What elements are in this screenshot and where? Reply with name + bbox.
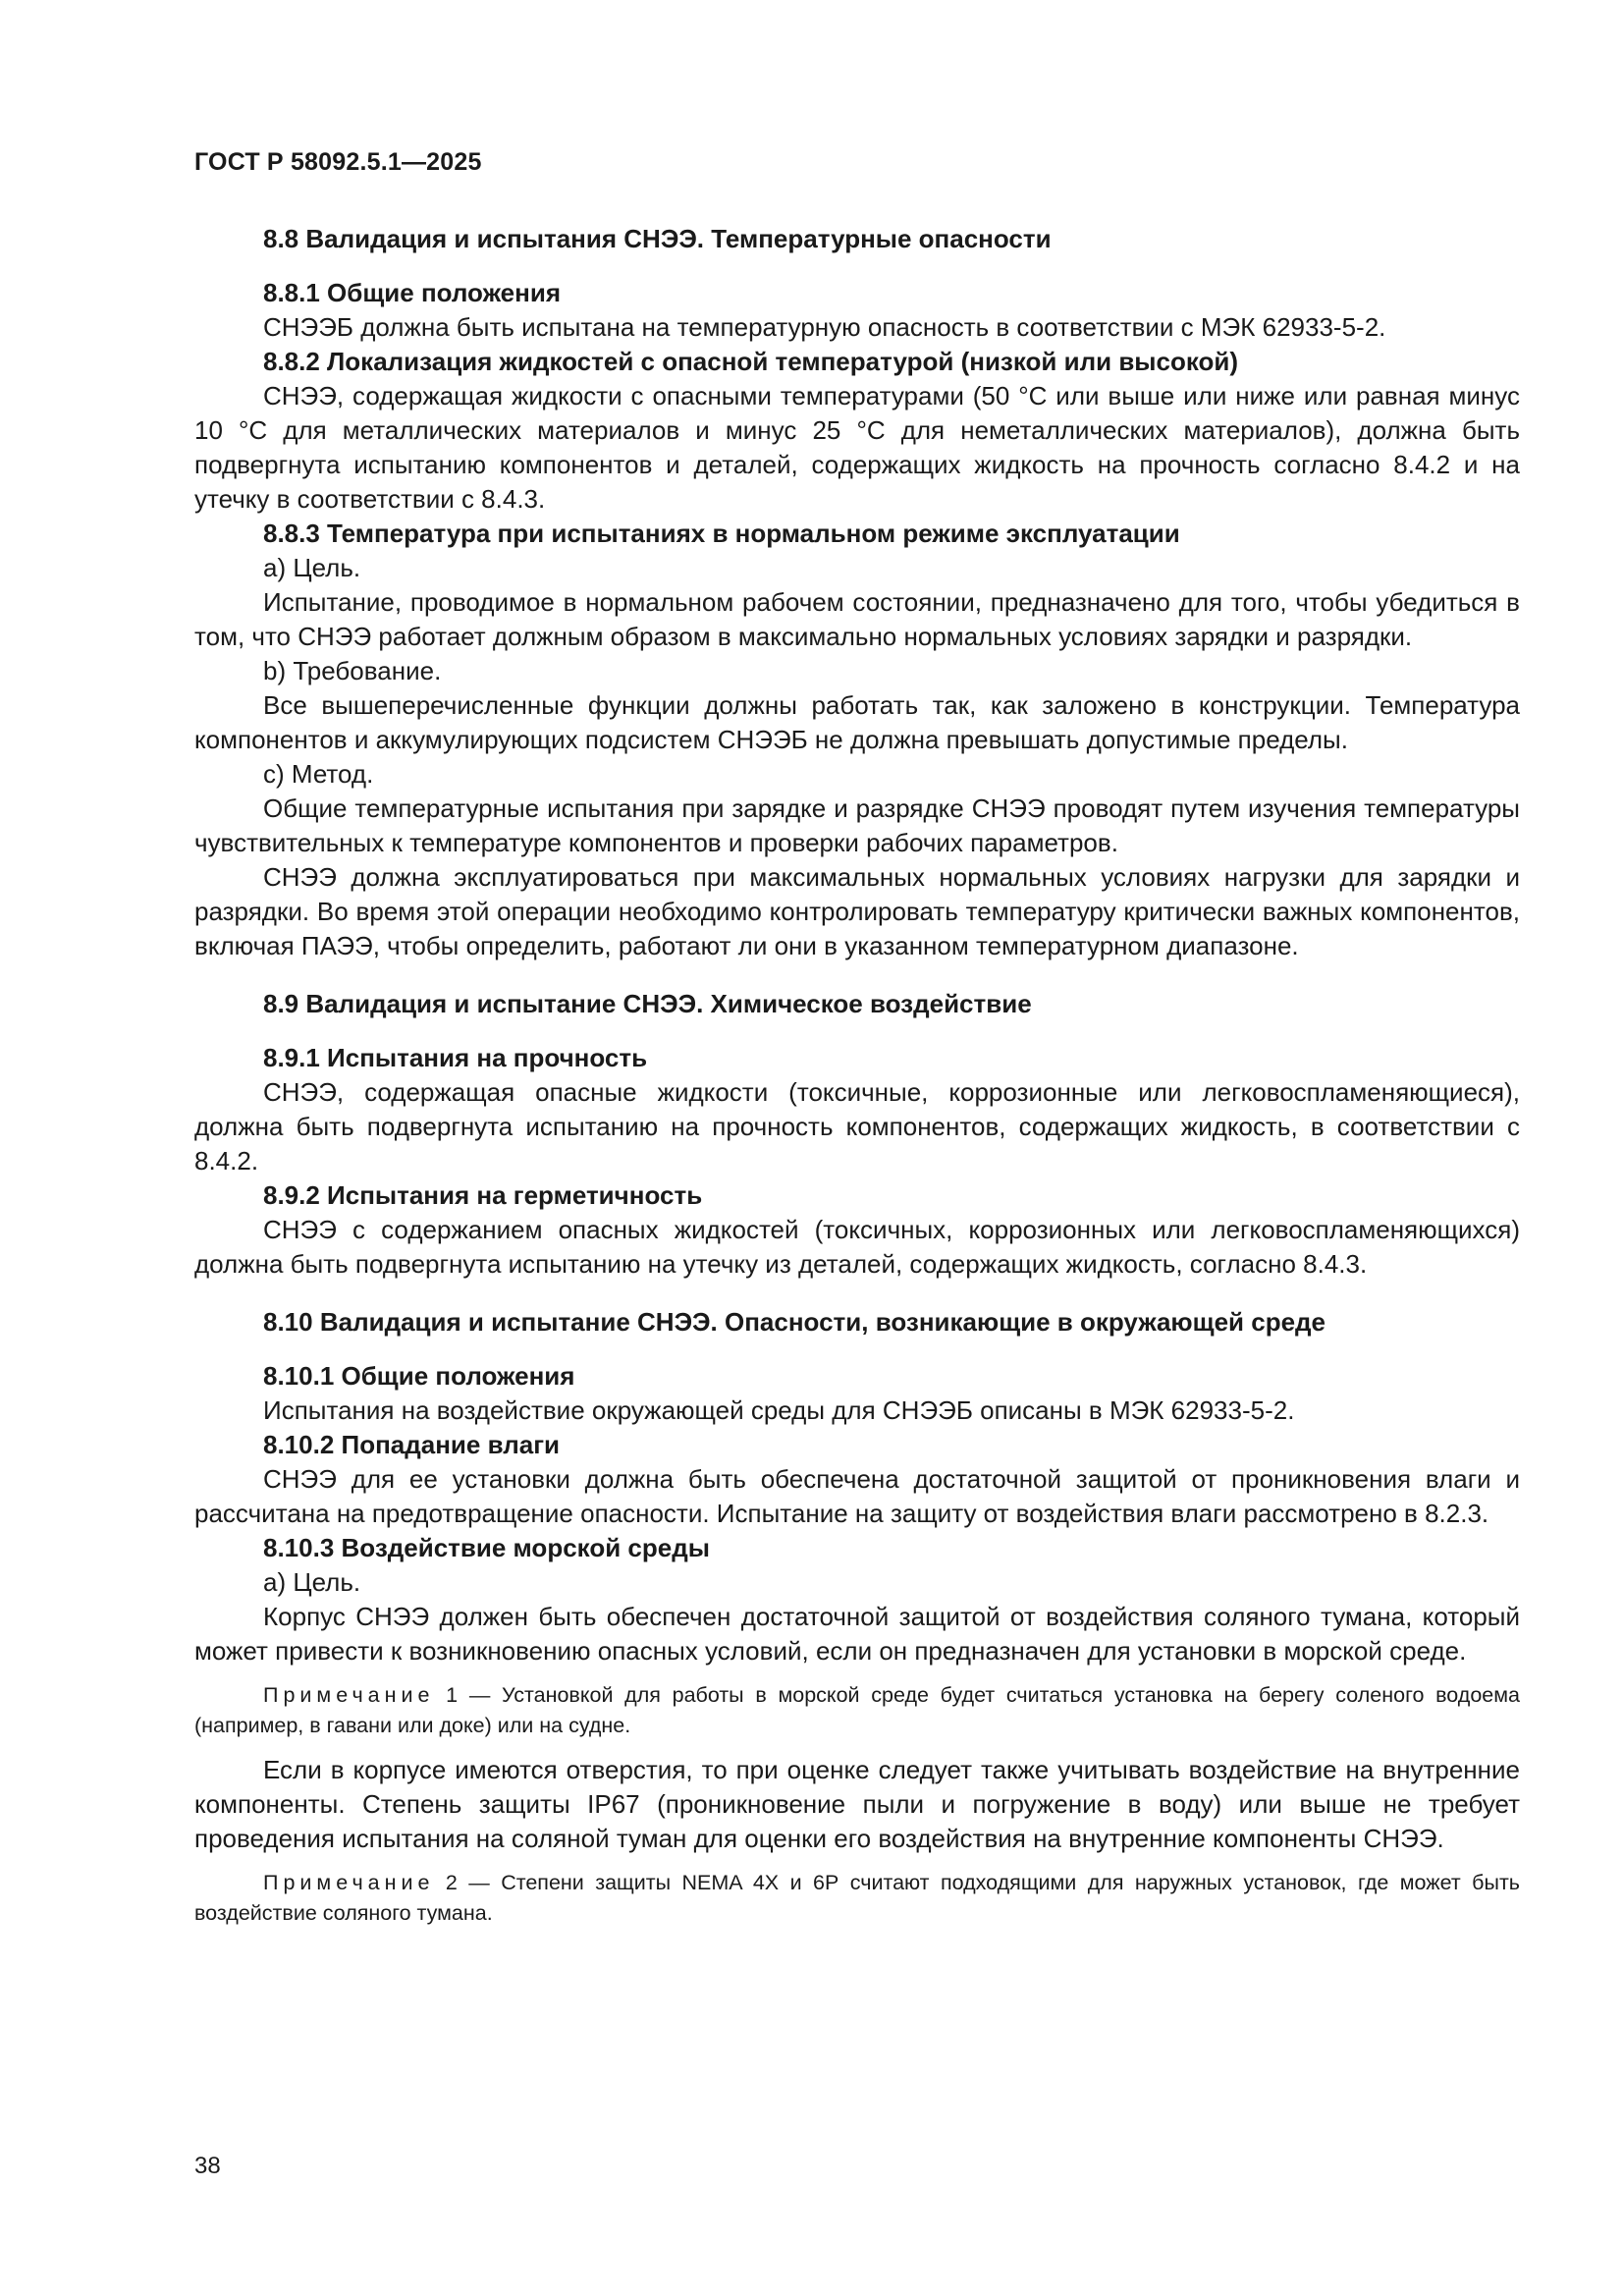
subsection-heading: 8.10.2 Попадание влаги [263,1430,561,1459]
note-text: 1 — Установкой для работы в морской среде будет считаться установка на берегу соленого водоема (например, в гавани или доке) или на судне. [194,1683,1520,1737]
paragraph: Испытания на воздействие окружающей среды для СНЭЭБ описаны в МЭК 62933-5-2. [263,1395,1295,1425]
subsection-heading: 8.10.3 Воздействие морской среды [263,1533,710,1562]
subsection-heading: 8.9.2 Испытания на герметичность [263,1180,703,1210]
paragraph: Если в корпусе имеются отверстия, то при оценке следует также учитывать воздействие на внутренние компоненты. Степень защиты IP67 (проникновение пыли и погружение в воду) или выше не требует проведения испытания на соляной туман для оценки его воздействия на внутренние компоненты СНЭЭ. [194,1755,1520,1853]
paragraph: Все вышеперечисленные функции должны работать так, как заложено в конструкции. Температура компонентов и аккумулирующих подсистем СНЭЭБ не должна превышать допустимые пределы. [194,690,1520,754]
paragraph: СНЭЭ, содержащая жидкости с опасными температурами (50 °С или выше или ниже или равная минус 10 °С для металлических материалов и минус 25 °С для неметаллических материалов), должна быть подвергнута испытанию компонентов и деталей, содержащих жидкость на прочность согласно 8.4.2 и на утечку в соответствии с 8.4.3. [194,381,1520,514]
document-body [194,222,1520,1941]
note-text: 2 — Степени защиты NEMA 4X и 6Р считают подходящими для наружных установок, где может быть воздействие соляного тумана. [194,1871,1520,1925]
paragraph: а) Цель. [263,1567,361,1597]
standard-header: ГОСТ Р 58092.5.1—2025 [194,148,482,176]
page-number: 38 [194,2153,221,2179]
section-heading: 8.9 Валидация и испытание СНЭЭ. Химическое воздействие [263,989,1032,1018]
note-label: Примечание [263,1871,435,1894]
paragraph: СНЭЭ для ее установки должна быть обеспечена достаточной защитой от проникновения влаги и рассчитана на предотвращение опасности. Испытание на защиту от воздействия влаги рассмотрено в 8.2.3. [194,1464,1520,1528]
note-label: Примечание [263,1683,435,1707]
subsection-heading: 8.8.1 Общие положения [263,278,561,307]
paragraph: Общие температурные испытания при зарядке и разрядке СНЭЭ проводят путем изучения температуры чувствительных к температуре компонентов и проверки рабочих параметров. [194,793,1520,857]
subsection-heading: 8.10.1 Общие положения [263,1361,575,1391]
paragraph: b) Требование. [263,656,442,685]
note [194,1680,1520,1741]
paragraph: Корпус СНЭЭ должен быть обеспечен достаточной защитой от воздействия соляного тумана, который может привести к возникновению опасных условий, если он предназначен для установки в морской среде. [194,1602,1520,1666]
paragraph: СНЭЭ с содержанием опасных жидкостей (токсичных, коррозионных или легковоспламеняющихся) должна быть подвергнута испытанию на утечку из деталей, содержащих жидкость, согласно 8.4.3. [194,1215,1520,1279]
paragraph: СНЭЭБ должна быть испытана на температурную опасность в соответствии с МЭК 62933-5-2. [263,312,1386,342]
paragraph: СНЭЭ, содержащая опасные жидкости (токсичные, коррозионные или легковоспламеняющиеся), должна быть подвергнута испытанию на прочность компонентов, содержащих жидкость, в соответствии с 8.4.2. [194,1077,1520,1175]
subsection-heading: 8.8.2 Локализация жидкостей с опасной температурой (низкой или высокой) [263,347,1239,376]
section-heading: 8.8 Валидация и испытания СНЭЭ. Температурные опасности [263,224,1052,253]
paragraph: СНЭЭ должна эксплуатироваться при максимальных нормальных условиях нагрузки для зарядки и разрядки. Во время этой операции необходимо контролировать температуру критически важных компонентов, включая ПАЭЭ, чтобы определить, работают ли они в указанном температурном диапазоне. [194,862,1520,960]
subsection-heading: 8.8.3 Температура при испытаниях в нормальном режиме эксплуатации [263,519,1180,548]
paragraph: с) Метод. [263,759,374,789]
paragraph: а) Цель. [263,553,361,582]
section-heading: 8.10 Валидация и испытание СНЭЭ. Опасности, возникающие в окружающей среде [263,1307,1325,1337]
subsection-heading: 8.9.1 Испытания на прочность [263,1043,648,1072]
note [194,1868,1520,1929]
paragraph: Испытание, проводимое в нормальном рабочем состоянии, предназначено для того, чтобы убедиться в том, что СНЭЭ работает должным образом в максимально нормальных условиях зарядки и разрядки. [194,587,1520,651]
